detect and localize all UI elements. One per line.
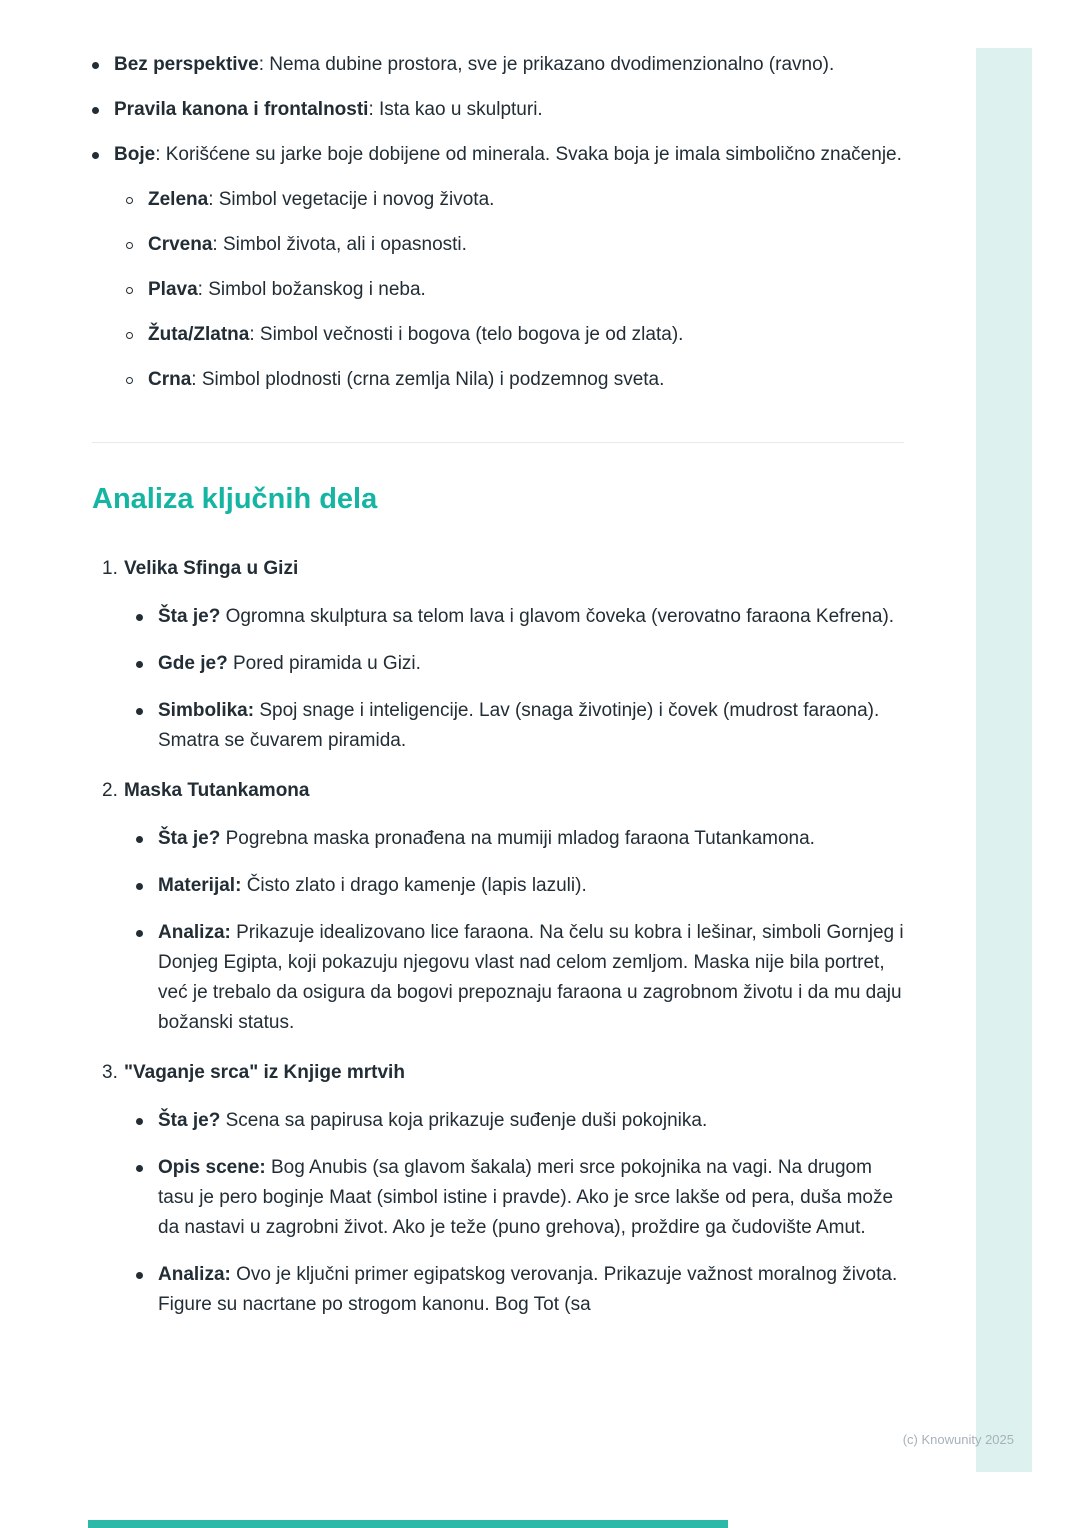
bullet-item [92,95,904,125]
bottom-accent-bar [88,1520,728,1528]
bullet-text: : Simbol večnosti i bogova (telo bogova je od zlata). [249,324,684,345]
bullet-label: Materijal: [158,875,242,896]
bullet-item [92,50,904,80]
entry-title: "Vaganje srca" iz Knjige mrtvih [124,1062,405,1083]
bullet-text: : Nema dubine prostora, sve je prikazano dvodimenzionalno (ravno). [258,54,835,75]
bullet-label: Plava [148,279,198,300]
bullet-circle-icon [126,197,133,204]
entry-title: Maska Tutankamona [124,780,310,801]
bullet-item [136,1106,904,1136]
bullet-label: Analiza: [158,1264,231,1285]
bullet-text: Pored piramida u Gizi. [227,653,421,674]
sub-bullet-item [126,230,904,260]
sub-bullet-item [126,185,904,215]
bullet-dot-icon [136,930,143,937]
entry-bullet-list [136,602,904,756]
bullet-item [136,1260,904,1320]
bullet-label: Bez perspektive [114,54,259,75]
bullet-text: Pogrebna maska pronađena na mumiji mladog faraona Tutankamona. [220,828,815,849]
bullet-dot-icon [136,708,143,715]
bullet-label: Zelena [148,189,209,210]
bullet-dot-icon [136,883,143,890]
bullet-text: : Korišćene su jarke boje dobijene od minerala. Svaka boja je imala simbolično značenje. [155,144,902,165]
entry-bullet-list [136,1106,904,1320]
bullet-dot-icon [136,1165,143,1172]
document-content [92,50,904,1340]
entry-title: Velika Sfinga u Gizi [124,558,299,579]
watermark: (c) Knowunity 2025 [902,1432,1014,1447]
bullet-item [92,140,904,410]
bullet-label: Crvena [148,234,213,255]
bullet-item [136,649,904,679]
bullet-text: Bog Anubis (sa glavom šakala) meri srce pokojnika na vagi. Na drugom tasu je pero boginje Maat (simbol istine i pravde). Ako je srce lakše od pera, duša može da nastavi u zagrobni život. Ako je teže (puno grehova), proždire ga čudovište Amut. [158,1157,894,1238]
sub-bullet-item [126,365,904,395]
bullet-item [136,602,904,632]
numbered-entry [92,554,904,756]
numbered-entry [92,1058,904,1320]
bullet-dot-icon [136,661,143,668]
bullet-label: Simbolika: [158,700,255,721]
numbered-list [92,554,904,1320]
bullet-item [136,871,904,901]
bullet-dot-icon [136,1272,143,1279]
section-divider [92,442,904,443]
bullet-circle-icon [126,332,133,339]
entry-bullet-list [136,824,904,1038]
side-accent-stripe [976,48,1032,1472]
entry-number: 2. [102,780,118,801]
bullet-text: : Simbol života, ali i opasnosti. [212,234,467,255]
bullet-dot-icon [92,152,99,159]
bullet-label: Šta je? [158,828,221,849]
bullet-text: Ogromna skulptura sa telom lava i glavom čoveka (verovatno faraona Kefrena). [220,606,895,627]
bullet-item [136,824,904,854]
bullet-dot-icon [136,1118,143,1125]
bullet-label: Gde je? [158,653,228,674]
bullet-dot-icon [92,62,99,69]
bullet-label: Analiza: [158,922,231,943]
bullet-item [136,1153,904,1243]
bullet-text: Ovo je ključni primer egipatskog verovanja. Prikazuje važnost moralnog života. Figure su nacrtane po strogom kanonu. Bog Tot (sa [158,1264,898,1315]
bullet-dot-icon [92,107,99,114]
bullet-label: Opis scene: [158,1157,266,1178]
entry-number: 3. [102,1062,118,1083]
bullet-dot-icon [136,614,143,621]
bullet-label: Šta je? [158,1110,221,1131]
bullet-circle-icon [126,242,133,249]
bullet-text: : Simbol vegetacije i novog života. [208,189,495,210]
bullet-text: Čisto zlato i drago kamenje (lapis lazuli). [241,875,587,896]
section-heading: Analiza ključnih dela [92,483,378,515]
bullet-circle-icon [126,287,133,294]
bullet-label: Žuta/Zlatna [148,324,250,345]
bullet-label: Pravila kanona i frontalnosti [114,99,369,120]
bullet-text: : Ista kao u skulpturi. [368,99,543,120]
intro-bullet-list [92,50,904,410]
bullet-item [136,918,904,1038]
numbered-entry [92,776,904,1038]
bullet-label: Šta je? [158,606,221,627]
sub-bullet-item [126,275,904,305]
bullet-text: Scena sa papirusa koja prikazuje suđenje duši pokojnika. [220,1110,708,1131]
sub-bullet-item [126,320,904,350]
color-sublist [126,185,904,395]
bullet-text: : Simbol plodnosti (crna zemlja Nila) i podzemnog sveta. [191,369,665,390]
bullet-item [136,696,904,756]
bullet-label: Crna [148,369,192,390]
bullet-text: Prikazuje idealizovano lice faraona. Na čelu su kobra i lešinar, simboli Gornjeg i Donjeg Egipta, koji pokazuju njegovu vlast nad celom zemljom. Maska nije bila portret, već je trebalo da osigura da bogovi prepoznaju faraona u zagrobnom životu i da mu daju božanski status. [158,922,904,1033]
entry-number: 1. [102,558,118,579]
bullet-circle-icon [126,377,133,384]
bullet-text: : Simbol božanskog i neba. [197,279,426,300]
bullet-dot-icon [136,836,143,843]
bullet-text: Spoj snage i inteligencije. Lav (snaga životinje) i čovek (mudrost faraona). Smatra se čuvarem piramida. [158,700,880,751]
bullet-label: Boje [114,144,156,165]
